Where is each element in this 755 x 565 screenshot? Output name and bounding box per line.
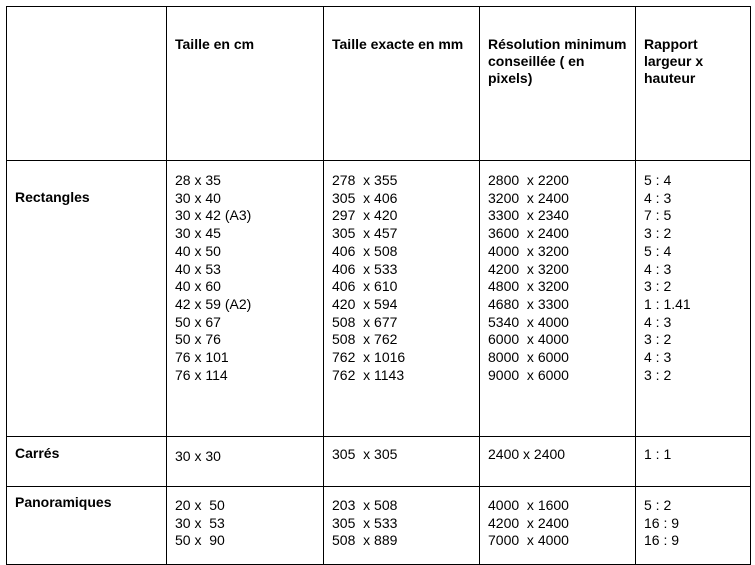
size-cm-cell xyxy=(167,487,324,565)
cell-line: 9000 x 6000 xyxy=(488,366,569,383)
size-mm-cell xyxy=(324,487,480,565)
cell-line: 3 : 2 xyxy=(644,366,672,383)
cell-line: 5340 x 4000 xyxy=(488,313,569,330)
cell-line: 4 : 3 xyxy=(644,313,672,330)
header-ratio: Rapport largeur x hauteur xyxy=(636,7,751,161)
resolution-cell xyxy=(480,487,636,565)
row-label: Rectangles xyxy=(7,161,167,437)
cell-line: 20 x 50 xyxy=(175,497,225,513)
cell-line: 4680 x 3300 xyxy=(488,295,569,312)
cell-line: 42 x 59 (A2) xyxy=(175,295,252,312)
cell-line: 3 : 2 xyxy=(644,278,672,295)
cell-line: 76 x 101 xyxy=(175,349,229,366)
cell-line: 508 x 677 xyxy=(332,313,398,330)
cell-line: 4200 x 2400 xyxy=(488,514,569,531)
row-label: Carrés xyxy=(7,437,167,487)
cell-line: 50 x 76 xyxy=(175,331,221,348)
cell-line: 508 x 762 xyxy=(332,331,398,348)
cell-line: 406 x 533 xyxy=(332,260,398,277)
cell-line: 305 x 406 xyxy=(332,189,398,206)
header-resolution: Résolution minimum conseillée ( en pixels) xyxy=(480,7,636,161)
cell-line: 40 x 50 xyxy=(175,242,221,259)
cell-line: 76 x 114 xyxy=(175,366,228,383)
cell-line: 6000 x 4000 xyxy=(488,331,569,348)
cell-line: 305 x 533 xyxy=(332,514,398,531)
cell-line: 3200 x 2400 xyxy=(488,189,569,206)
cell-line: 406 x 508 xyxy=(332,242,398,259)
cell-line: 30 x 42 (A3) xyxy=(175,207,252,224)
cell-line: 30 x 45 xyxy=(175,225,221,242)
header-empty xyxy=(7,7,167,161)
ratio-cell xyxy=(636,161,751,437)
table-row xyxy=(7,437,751,487)
cell-line: 3 : 2 xyxy=(644,225,672,242)
cell-line: 3 : 2 xyxy=(644,331,672,348)
cell-line: 30 x 53 xyxy=(175,514,225,531)
size-mm-cell xyxy=(324,161,480,437)
cell-line: 4200 x 3200 xyxy=(488,260,569,277)
cell-line: 40 x 53 xyxy=(175,260,221,277)
cell-line: 305 x 457 xyxy=(332,225,398,242)
resolution-cell xyxy=(480,437,636,487)
cell-line: 30 x 40 xyxy=(175,189,221,206)
cell-line: 3600 x 2400 xyxy=(488,225,569,242)
ratio-cell xyxy=(636,487,751,565)
size-mm-cell xyxy=(324,437,480,487)
cell-line: 203 x 508 xyxy=(332,497,398,513)
cell-line: 278 x 355 xyxy=(332,172,398,188)
cell-line: 305 x 305 xyxy=(332,446,398,462)
cell-line: 28 x 35 xyxy=(175,172,221,188)
cell-line: 5 : 4 xyxy=(644,172,672,188)
cell-line: 2400 x 2400 xyxy=(488,446,566,462)
cell-line: 762 x 1143 xyxy=(332,366,405,383)
cell-line: 4 : 3 xyxy=(644,189,672,206)
cell-line: 297 x 420 xyxy=(332,207,398,224)
cell-line: 1 : 1.41 xyxy=(644,295,691,312)
resolution-cell xyxy=(480,161,636,437)
cell-line: 8000 x 6000 xyxy=(488,349,569,366)
size-cm-cell xyxy=(167,161,324,437)
cell-line: 406 x 610 xyxy=(332,278,398,295)
cell-line: 40 x 60 xyxy=(175,278,221,295)
ratio-cell xyxy=(636,437,751,487)
print-size-table xyxy=(6,6,751,565)
cell-line: 3300 x 2340 xyxy=(488,207,569,224)
cell-line: 4000 x 1600 xyxy=(488,497,569,513)
table-row xyxy=(7,161,751,437)
cell-line: 30 x 30 xyxy=(175,448,221,464)
cell-line: 508 x 889 xyxy=(332,532,398,549)
cell-line: 2800 x 2200 xyxy=(488,172,569,188)
table-row xyxy=(7,487,751,565)
cell-line: 16 : 9 xyxy=(644,514,680,531)
cell-line: 16 : 9 xyxy=(644,532,680,549)
header-row xyxy=(7,7,751,161)
cell-line: 4800 x 3200 xyxy=(488,278,569,295)
cell-line: 4 : 3 xyxy=(644,349,672,366)
cell-line: 50 x 67 xyxy=(175,313,221,330)
header-size-cm: Taille en cm xyxy=(167,7,324,161)
cell-line: 1 : 1 xyxy=(644,446,672,462)
cell-line: 762 x 1016 xyxy=(332,349,406,366)
cell-line: 4000 x 3200 xyxy=(488,242,569,259)
cell-line: 5 : 2 xyxy=(644,497,672,513)
size-cm-cell xyxy=(167,437,324,487)
cell-line: 420 x 594 xyxy=(332,295,398,312)
header-size-mm: Taille exacte en mm xyxy=(324,7,480,161)
row-label: Panoramiques xyxy=(7,487,167,565)
cell-line: 5 : 4 xyxy=(644,242,672,259)
cell-line: 50 x 90 xyxy=(175,532,225,549)
cell-line: 7000 x 4000 xyxy=(488,532,569,549)
cell-line: 7 : 5 xyxy=(644,207,672,224)
cell-line: 4 : 3 xyxy=(644,260,672,277)
